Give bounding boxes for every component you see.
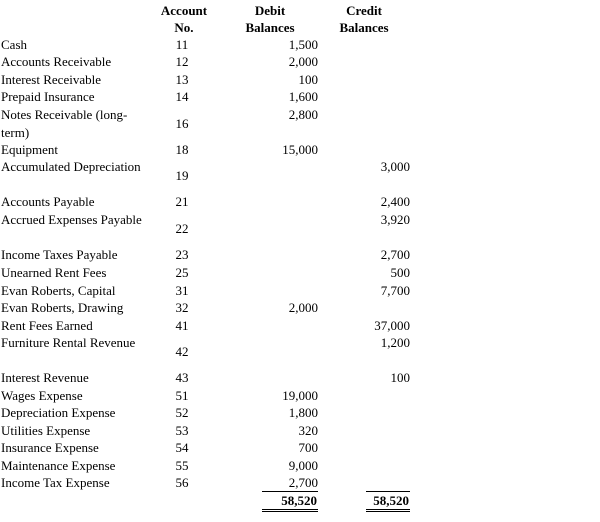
account-number: 41 <box>175 318 189 333</box>
credit-balance: 7,700 <box>380 283 410 298</box>
account-number: 32 <box>175 300 189 315</box>
account-number: 11 <box>175 37 189 52</box>
account-name: Maintenance Expense <box>1 458 116 473</box>
debit-balance: 2,700 <box>288 475 318 490</box>
debit-balance: 2,800 <box>288 107 318 122</box>
account-number: 55 <box>175 458 189 473</box>
account-name: Cash <box>1 37 27 52</box>
debit-balance: 19,000 <box>282 388 318 403</box>
account-name: Furniture Rental Revenue <box>1 335 136 350</box>
credit-balance: 2,400 <box>380 194 410 209</box>
debit-total: 58,520 <box>262 491 318 512</box>
account-name: Income Taxes Payable <box>1 247 118 262</box>
credit-balance: 3,000 <box>380 159 410 174</box>
account-name: Evan Roberts, Capital <box>1 283 116 298</box>
account-name: Prepaid Insurance <box>1 89 95 104</box>
account-name: Notes Receivable (long-term) <box>1 107 128 140</box>
credit-balance: 2,700 <box>380 247 410 262</box>
account-name: Equipment <box>1 142 59 157</box>
account-number: 42 <box>175 344 189 359</box>
account-name: Insurance Expense <box>1 440 99 455</box>
account-number: 14 <box>175 89 189 104</box>
debit-balance: 2,000 <box>288 54 318 69</box>
debit-header-line2: Balances <box>245 20 295 35</box>
account-name: Accounts Payable <box>1 194 95 209</box>
debit-balance: 320 <box>298 423 318 438</box>
account-number: 51 <box>175 388 189 403</box>
credit-total: 58,520 <box>366 491 410 512</box>
debit-balance: 1,600 <box>288 89 318 104</box>
account-number: 53 <box>175 423 189 438</box>
credit-balance: 3,920 <box>380 212 410 227</box>
account-name: Wages Expense <box>1 388 83 403</box>
account-name: Accumulated Depreciation <box>1 159 141 174</box>
debit-balance: 1,800 <box>288 405 318 420</box>
account-number: 52 <box>175 405 189 420</box>
credit-balance: 500 <box>390 265 410 280</box>
account-name: Depreciation Expense <box>1 405 116 420</box>
debit-balance: 15,000 <box>282 142 318 157</box>
debit-balance: 2,000 <box>288 300 318 315</box>
account-number: 31 <box>175 283 189 298</box>
account-number: 25 <box>175 265 189 280</box>
account-number: 13 <box>175 72 189 87</box>
debit-balance: 9,000 <box>288 458 318 473</box>
account-number: 43 <box>175 370 189 385</box>
account-number: 16 <box>175 116 189 131</box>
credit-header-line2: Balances <box>339 20 389 35</box>
account-name: Rent Fees Earned <box>1 318 93 333</box>
account-name: Income Tax Expense <box>1 475 110 490</box>
account-name: Evan Roberts, Drawing <box>1 300 124 315</box>
account-name: Interest Revenue <box>1 370 89 385</box>
account-name: Accounts Receivable <box>1 54 112 69</box>
debit-balance: 700 <box>298 440 318 455</box>
account-number: 23 <box>175 247 189 262</box>
account-number: 54 <box>175 440 189 455</box>
account-number: 56 <box>175 475 189 490</box>
account-no-header-line1: Account <box>160 3 208 18</box>
debit-balance: 1,500 <box>288 37 318 52</box>
account-number: 19 <box>175 168 189 183</box>
account-number: 22 <box>175 221 189 236</box>
debit-header <box>232 2 308 36</box>
account-number: 21 <box>175 194 189 209</box>
account-no-header-line2: No. <box>174 20 194 35</box>
credit-balance: 37,000 <box>374 318 410 333</box>
account-number: 18 <box>175 142 189 157</box>
credit-header <box>328 2 400 36</box>
debit-balance: 100 <box>298 72 318 87</box>
account-name: Utilities Expense <box>1 423 91 438</box>
account-number: 12 <box>175 54 189 69</box>
account-name: Interest Receivable <box>1 72 101 87</box>
credit-balance: 1,200 <box>380 335 410 350</box>
credit-header-line1: Credit <box>346 3 382 18</box>
account-name: Unearned Rent Fees <box>1 265 107 280</box>
account-name: Accrued Expenses Payable <box>1 212 142 227</box>
credit-balance: 100 <box>390 370 410 385</box>
debit-header-line1: Debit <box>254 3 286 18</box>
account-no-header <box>150 2 218 36</box>
